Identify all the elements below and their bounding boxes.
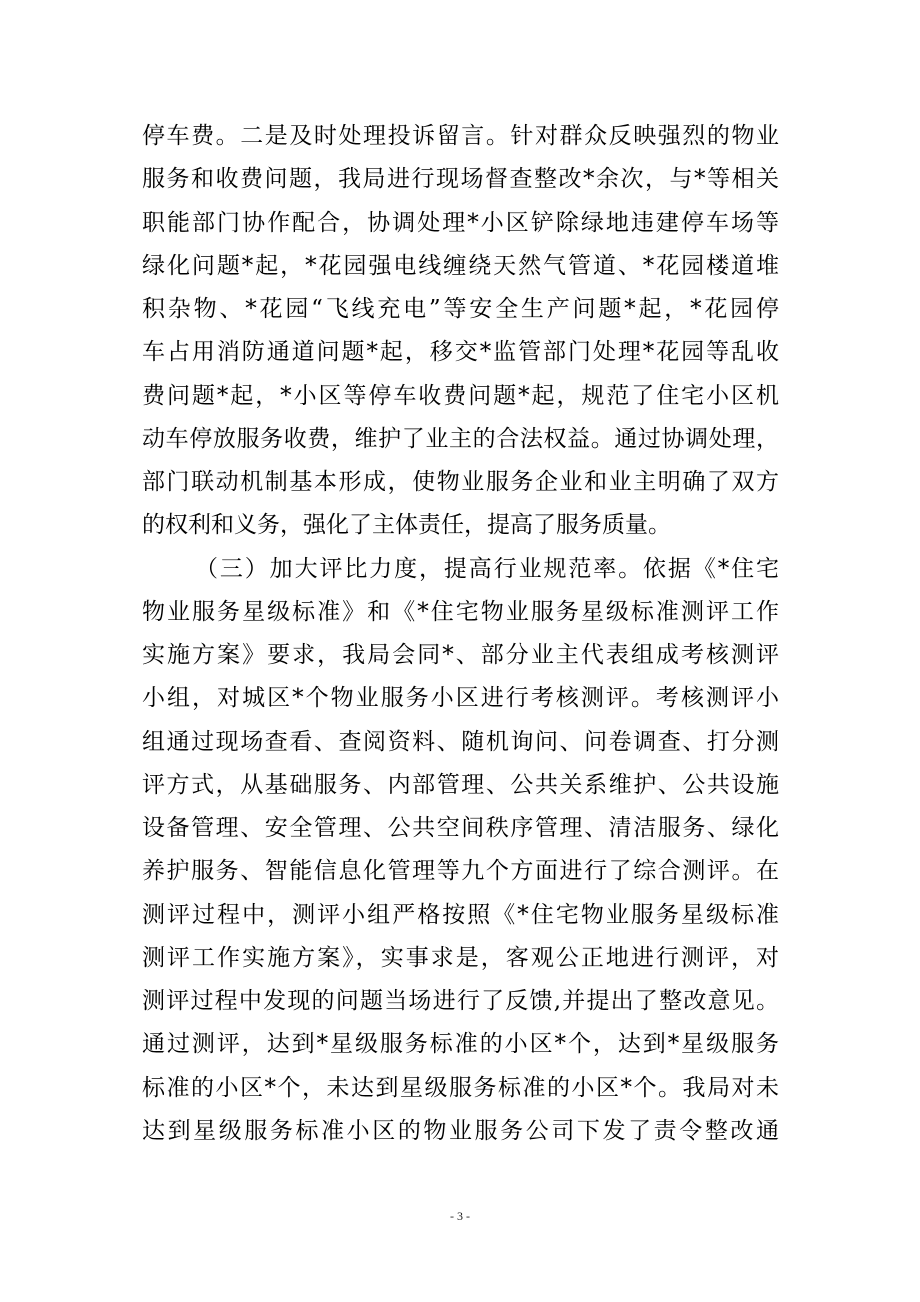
text-line: 标准的小区*个，未达到星级服务标准的小区*个。我局对未	[142, 1074, 779, 1101]
section-heading-line: （三）加大评比力度，提高行业规范率。依据《*住宅	[195, 555, 779, 582]
text-line: 积杂物、*花园“飞线充电”等安全生产问题*起，*花园停	[142, 296, 779, 322]
text-line: 小组，对城区*个物业服务小区进行考核测评。考核测评小	[142, 685, 779, 712]
text-line: 评方式，从基础服务、内部管理、公共关系维护、公共设施	[142, 771, 779, 798]
page-number: - 3 -	[450, 1209, 470, 1223]
paragraph-section-three	[142, 548, 779, 1154]
text-line: 达到星级服务标准小区的物业服务公司下发了责令整改通	[142, 1117, 779, 1144]
text-line: 物业服务星级标准》和《*住宅物业服务星级标准测评工作	[142, 598, 779, 625]
text-line: 动车停放服务收费，维护了业主的合法权益。通过协调处理，	[142, 425, 779, 452]
text-line: 组通过现场查看、查阅资料、随机询问、问卷调查、打分测	[142, 728, 779, 755]
text-line: 停车费。二是及时处理投诉留言。针对群众反映强烈的物业	[142, 123, 779, 149]
text-line: 车占用消防通道问题*起，移交*监管部门处理*花园等乱收	[142, 339, 779, 366]
text-line: 绿化问题*起，*花园强电线缠绕天然气管道、*花园楼道堆	[142, 252, 779, 279]
text-line: 测评工作实施方案》，实事求是，客观公正地进行测评，对	[142, 944, 779, 971]
text-line: 部门联动机制基本形成，使物业服务企业和业主明确了双方	[142, 469, 779, 495]
text-line: 费问题*起，*小区等停车收费问题*起，规范了住宅小区机	[142, 382, 779, 409]
text-line: 服务和收费问题，我局进行现场督查整改*余次，与*等相关	[142, 166, 779, 193]
text-line-paragraph-end: 的权利和义务，强化了主体责任，提高了服务质量。	[142, 512, 671, 539]
body-text	[142, 115, 779, 1153]
paragraph-continuation	[142, 115, 779, 548]
text-line: 职能部门协作配合，协调处理*小区铲除绿地违建停车场等	[142, 209, 779, 236]
text-line: 通过测评，达到*星级服务标准的小区*个，达到*星级服务	[142, 1031, 779, 1058]
text-line: 养护服务、智能信息化管理等九个方面进行了综合测评。在	[142, 858, 779, 885]
text-line: 实施方案》要求，我局会同*、部分业主代表组成考核测评	[142, 642, 779, 668]
text-line: 设备管理、安全管理、公共空间秩序管理、清洁服务、绿化	[142, 815, 779, 841]
text-line: 测评过程中，测评小组严格按照《*住宅物业服务星级标准	[142, 901, 779, 928]
text-line: 测评过程中发现的问题当场进行了反馈,并提出了整改意见。	[142, 988, 779, 1014]
